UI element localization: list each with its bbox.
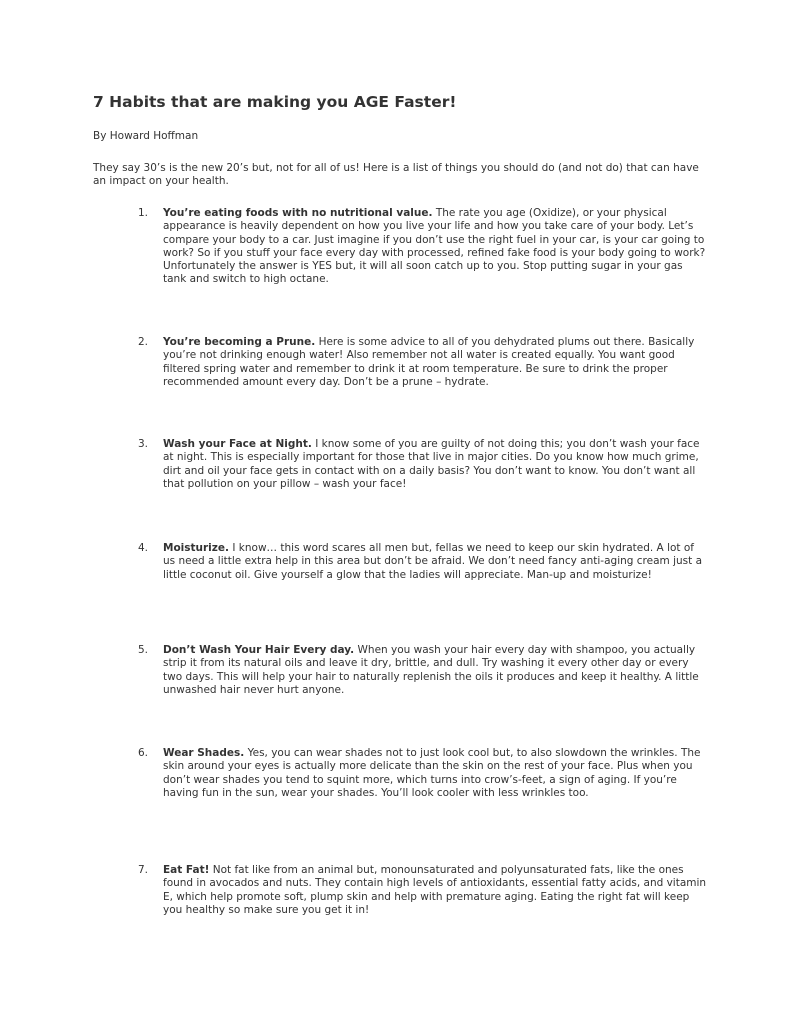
habit-number: 6. bbox=[138, 747, 149, 759]
habit-number: 7. bbox=[138, 864, 149, 876]
habit-title: You’re eating foods with no nutritional value. bbox=[163, 207, 433, 219]
habit-text bbox=[163, 207, 708, 287]
habit-description: Here is some advice to all of you dehydrated plums out there. Basically you’re not drinking enough water! Also remember not all water is created equally. You want good filtered spring water and remember to drink it at room temperature. Be sure to drink the proper recommended amount every day. Don’t be a prune – hydrate. bbox=[163, 336, 695, 388]
habit-number: 4. bbox=[138, 542, 149, 554]
habit-title: You’re becoming a Prune. bbox=[163, 336, 316, 348]
intro-paragraph: They say 30’s is the new 20’s but, not for all of us! Here is a list of things you should do (and not do) that can have an impact on your health. bbox=[93, 162, 699, 188]
habit-text bbox=[163, 747, 708, 800]
habit-text bbox=[163, 644, 708, 697]
habit-number: 3. bbox=[138, 438, 149, 450]
habit-description: Not fat like from an animal but, monounsaturated and polyunsaturated fats, like the ones found in avocados and nuts. They contain high levels of antioxidants, essential fatty acids, and vitamin E, which help promote soft, plump skin and help with premature aging. Eating the right fat will keep you healthy so make sure you get it in! bbox=[163, 864, 707, 916]
habit-text bbox=[163, 336, 708, 389]
habit-text bbox=[163, 864, 708, 917]
habit-description: The rate you age (Oxidize), or your physical appearance is heavily dependent on how you live your life and how you take care of your body. Let’s compare your body to a car. Just imagine if you don’t use the right fuel in your car, is your car going to work? So if you stuff your face every day with processed, refined fake food is your body going to work? Unfortunately the answer is YES but, it will all soon catch up to you. Stop putting sugar in your gas tank and switch to high octane. bbox=[163, 207, 706, 286]
habit-number: 2. bbox=[138, 336, 149, 348]
byline: By Howard Hoffman bbox=[93, 130, 199, 142]
habit-description: I know… this word scares all men but, fellas we need to keep our skin hydrated. A lot of us need a little extra help in this area but don’t be afraid. We don’t need fancy anti-aging cream just a little coconut oil. Give yourself a glow that the ladies will appreciate. Man-up and moisturize! bbox=[163, 542, 703, 581]
habit-title: Don’t Wash Your Hair Every day. bbox=[163, 644, 355, 656]
habit-title: Eat Fat! bbox=[163, 864, 210, 876]
habit-text bbox=[163, 438, 708, 491]
habit-title: Wash your Face at Night. bbox=[163, 438, 312, 450]
habit-number: 5. bbox=[138, 644, 149, 656]
page-title: 7 Habits that are making you AGE Faster! bbox=[93, 93, 457, 111]
habit-description: When you wash your hair every day with shampoo, you actually strip it from its natural oils and leave it dry, brittle, and dull. Try washing it every other day or every two days. This will help your hair to naturally replenish the oils it produces and keep it healthy. A little unwashed hair never hurt anyone. bbox=[163, 644, 699, 696]
habit-number: 1. bbox=[138, 207, 149, 219]
habit-description: I know some of you are guilty of not doing this; you don’t wash your face at night. This is especially important for those that live in major cities. Do you know how much grime, dirt and oil your face gets in contact with on a daily basis? You don’t want to know. You don’t want all that pollution on your pillow – wash your face! bbox=[163, 438, 700, 490]
habit-description: Yes, you can wear shades not to just look cool but, to also slowdown the wrinkles. The skin around your eyes is actually more delicate than the skin on the rest of your face. Plus when you don’t wear shades you tend to squint more, which turns into crow’s-feet, a sign of aging. If you’re having fun in the sun, wear your shades. You’ll look cooler with less wrinkles too. bbox=[163, 747, 701, 799]
habit-title: Wear Shades. bbox=[163, 747, 245, 759]
habit-title: Moisturize. bbox=[163, 542, 230, 554]
habit-text bbox=[163, 542, 708, 582]
